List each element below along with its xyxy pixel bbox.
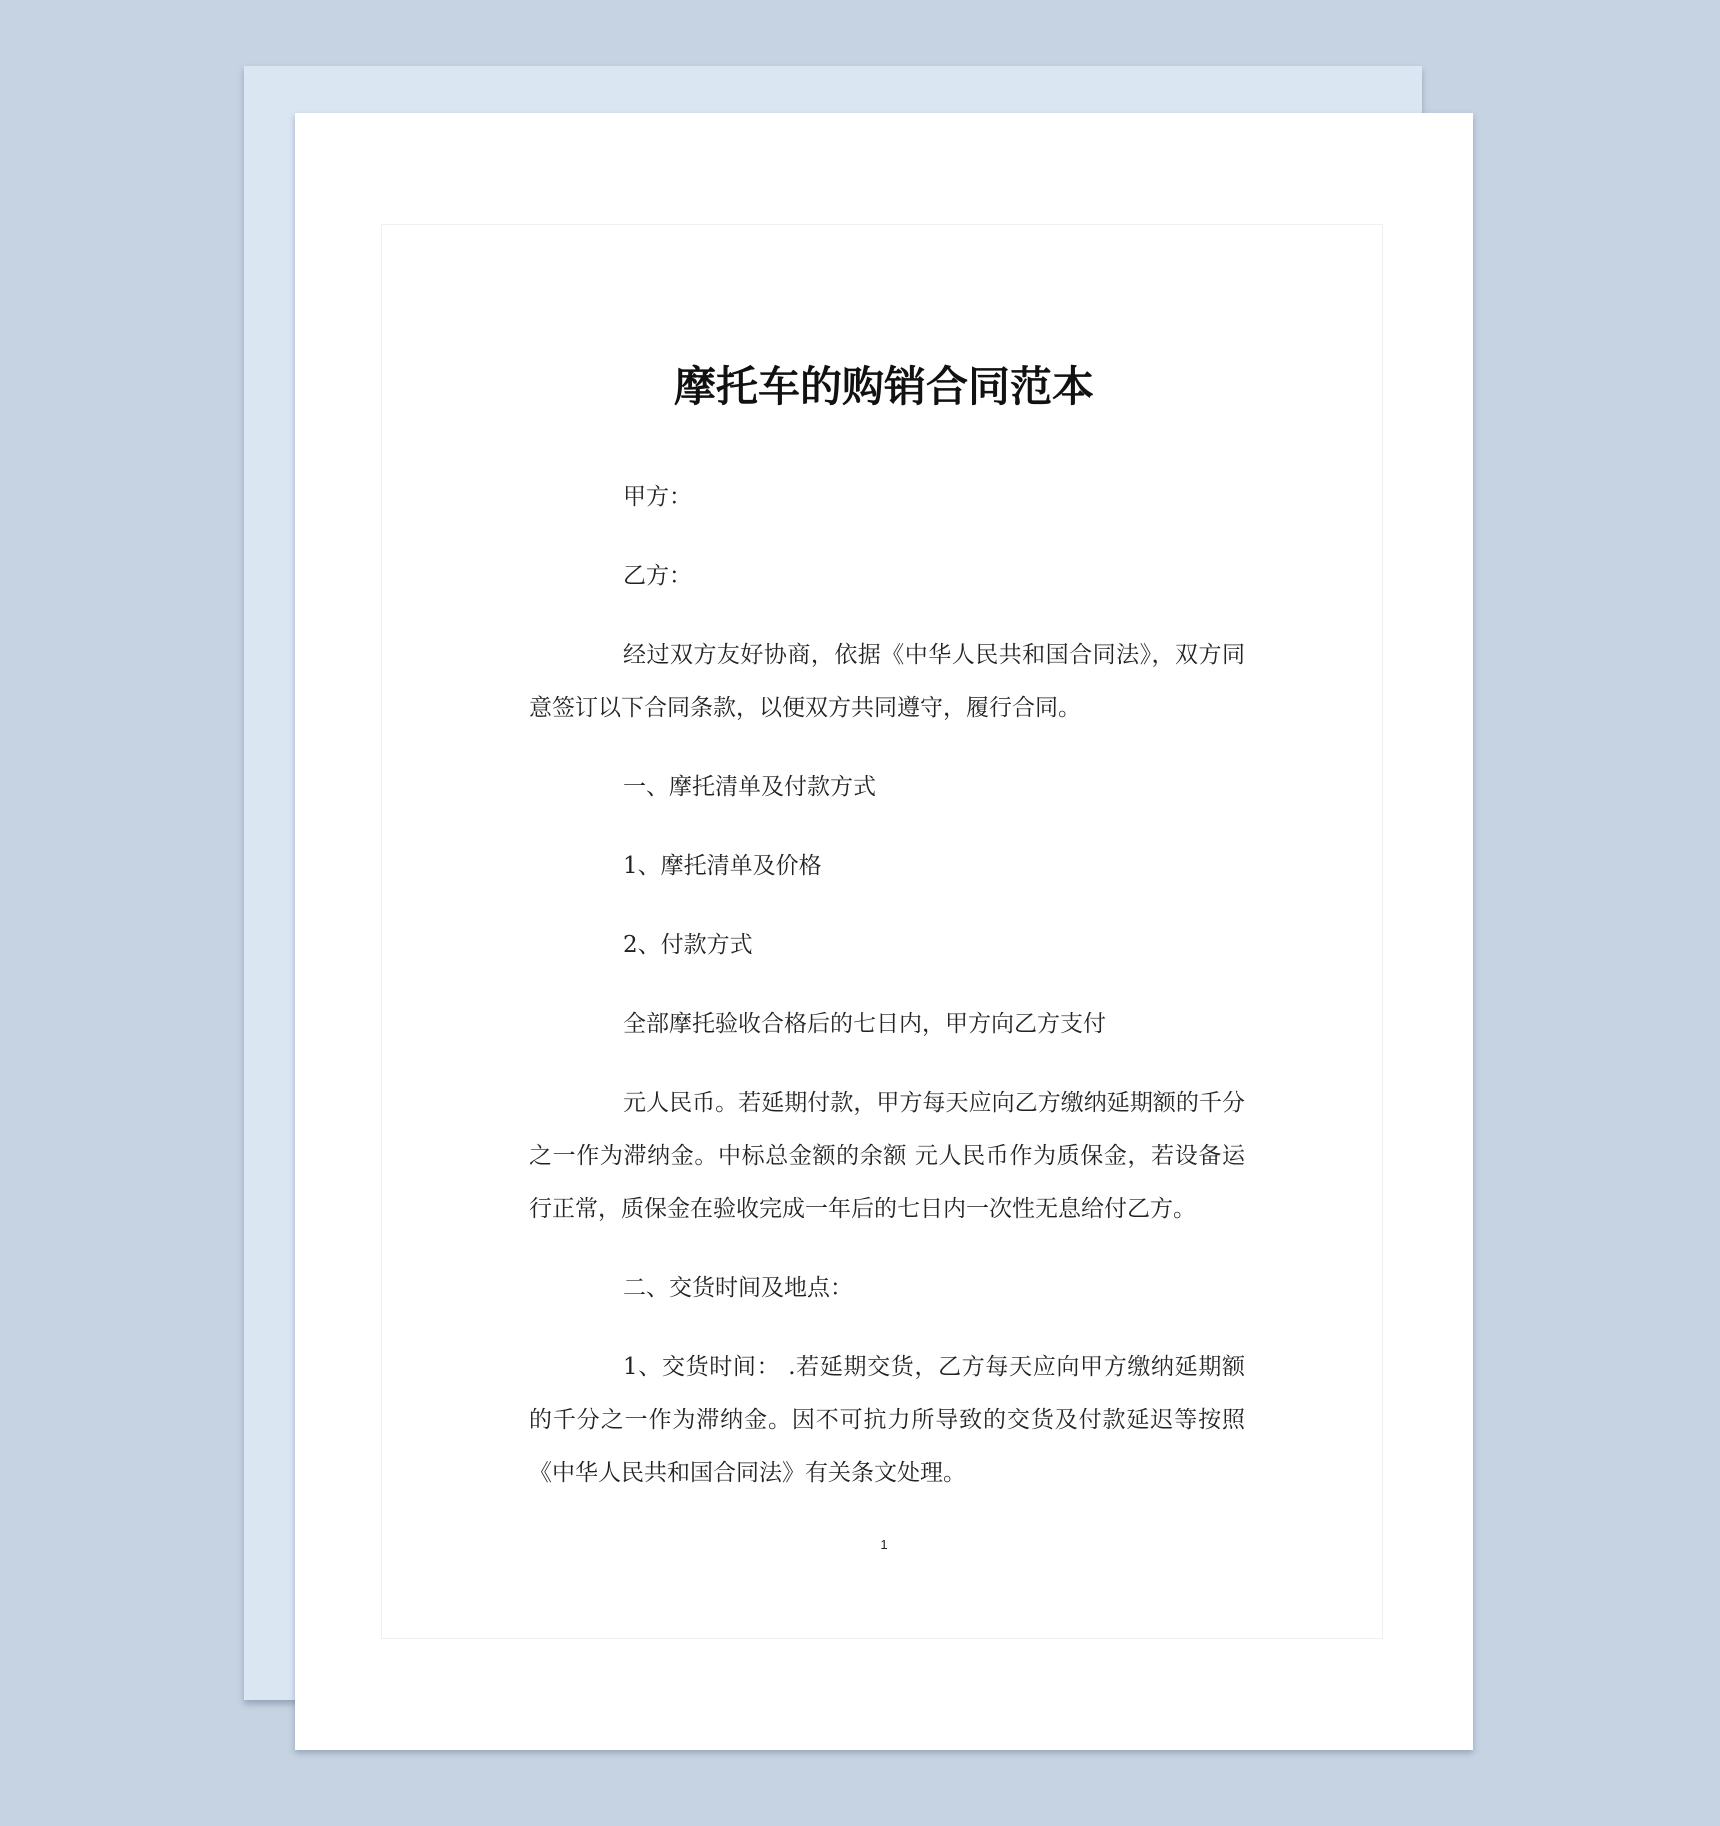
document-title: 摩托车的购销合同范本 — [673, 362, 1094, 411]
payment-paragraph: 全部摩托验收合格后的七日内，甲方向乙方支付 — [623, 1011, 1106, 1037]
document-body — [529, 471, 1245, 1526]
clause-1-2: 2、付款方式 — [623, 932, 753, 958]
section-heading-2: 二、交货时间及地点： — [623, 1275, 853, 1301]
document-page — [295, 113, 1473, 1750]
clause-2-1: 1、交货时间： .若延期交货，乙方每天应向甲方缴纳延期额的千分之一作为滞纳金。因不可抗力所导致的交货及付款延迟等按照《中华人民共和国合同法》有关条文处理。 — [529, 1354, 1245, 1486]
party-b-line: 乙方： — [623, 563, 692, 589]
clause-1-1: 1、摩托清单及价格 — [623, 853, 822, 879]
party-a-line: 甲方： — [623, 484, 692, 510]
page-number: 1 — [880, 1537, 888, 1552]
payment-terms-paragraph: 元人民币。若延期付款，甲方每天应向乙方缴纳延期额的千分之一作为滞纳金。中标总金额的余额 元人民币作为质保金，若设备运行正常，质保金在验收完成一年后的七日内一次性无息给付乙方。 — [529, 1090, 1245, 1222]
section-heading-1: 一、摩托清单及付款方式 — [623, 774, 876, 800]
preamble-paragraph: 经过双方友好协商，依据《中华人民共和国合同法》，双方同意签订以下合同条款，以便双方共同遵守，履行合同。 — [529, 642, 1245, 721]
